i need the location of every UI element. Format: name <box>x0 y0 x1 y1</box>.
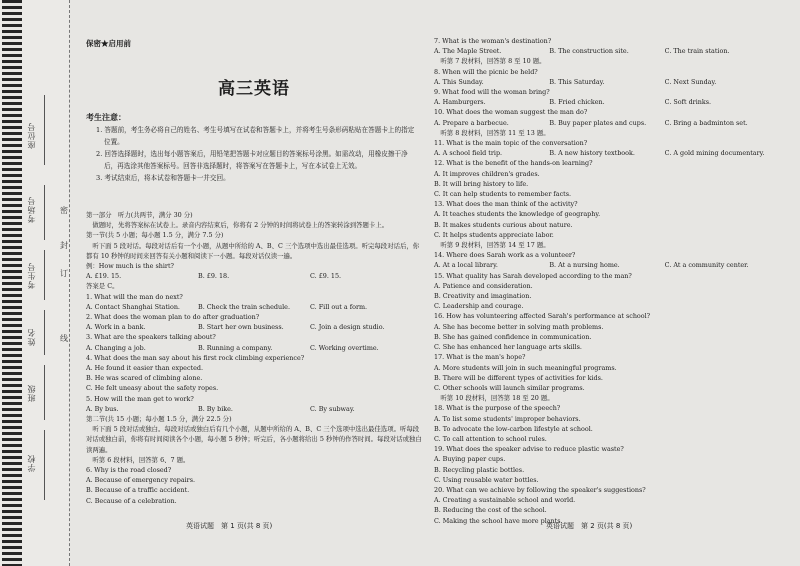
answer-option: B. She has gained confidence in communication. <box>434 332 592 341</box>
answer-option: B. Fried chicken. <box>549 98 605 107</box>
page-footer-left: 英语试题 第 1 页(共 8 页) <box>186 522 273 530</box>
answer-option: C. Because of a celebration. <box>86 496 177 505</box>
option-row <box>86 322 422 332</box>
note-item: 2. 回答选择题时，选出每小题答案后，用铅笔把答题卡对应题目的答案标号涂黑。如需改动，用橡皮擦干净后，再选涂其他答案标号。回答非选择题时，将答案写在答题卡上，写在本试卷上无效。 <box>96 150 408 170</box>
notes-heading: 考生注意： <box>86 112 126 122</box>
seal-word: 订 <box>60 269 68 278</box>
instruction-text: 听第 9 段材料，回答第 14 至 17 题。 <box>434 241 550 250</box>
seal-word: 封 <box>60 241 68 250</box>
question-stem: 1. What will the man do next? <box>86 292 183 301</box>
option-row <box>434 260 780 270</box>
question-stem: 18. What is the purpose of the speech? <box>434 404 561 413</box>
question-stem: 2. What does the woman plan to do after graduation? <box>86 313 260 322</box>
answer-option: C. Making the school have more plants. <box>434 516 563 525</box>
instruction-text: 做题时，先将答案标在试卷上。录音内容结束后，你将有 2 分钟的时间将试卷上的答案转涂到答题卡上。 <box>86 221 389 230</box>
answer-option: C. Next Sunday. <box>664 77 717 86</box>
answer-option: C. Soft drinks. <box>664 98 712 107</box>
note-item: 3. 考试结束后，将本试卷和答题卡一并交回。 <box>96 174 230 182</box>
question-stem: 7. What is the woman's destination? <box>434 37 552 45</box>
instruction-text: 听第 8 段材料，回答第 11 至 13 题。 <box>434 128 550 137</box>
answer-option: C. To call attention to school rules. <box>434 434 547 443</box>
option-row <box>434 118 780 128</box>
answer-option: A. He found it easier than expected. <box>86 364 204 373</box>
answer-option: A. To list some students' improper behaviors. <box>434 414 581 423</box>
answer-option: C. Bring a badminton set. <box>664 118 748 127</box>
question-stem: 5. How will the man get to work? <box>86 394 194 403</box>
note-item: 1. 答题前，考生务必将自己的姓名、考生号填写在试卷和答题卡上，并将考生号条形码粘贴在答题卡上的指定位置。 <box>96 126 415 146</box>
answer-option: A. Creating a sustainable school and world. <box>434 496 576 505</box>
answer-option: A. It improves children's grades. <box>434 169 540 178</box>
option-row <box>434 77 780 87</box>
answer-option: B. A new history textbook. <box>549 149 635 158</box>
instruction-text: 第一部分 听力(共两节，满分 30 分) <box>86 211 193 219</box>
field-line <box>44 185 45 240</box>
answer-option: A. Because of emergency repairs. <box>86 476 196 485</box>
notes-list <box>96 124 418 184</box>
field-line <box>44 95 45 165</box>
questions-part1 <box>86 210 422 506</box>
instruction-text: 听第 6 段材料，回答第 6、7 题。 <box>86 455 190 464</box>
answer-option: A. This Sunday. <box>434 77 484 86</box>
answer-option: C. Fill out a form. <box>310 302 368 311</box>
answer-option: C. Join a design studio. <box>310 323 385 332</box>
answer-option: B. Creativity and imagination. <box>434 292 532 301</box>
answer-option: B. At a nursing home. <box>549 261 620 270</box>
question-stem: 15. What quality has Sarah developed according to the man? <box>434 271 632 280</box>
question-stem: 8. When will the picnic be held? <box>434 67 538 76</box>
answer-option: B. It will bring history to life. <box>434 179 529 188</box>
question-stem: 9. What food will the woman bring? <box>434 88 550 97</box>
option-row <box>86 302 422 312</box>
secret-mark: 保密★启用前 <box>86 39 131 48</box>
answer-option: C. It can help students to remember facts. <box>434 190 572 199</box>
answer-option: C. £9. 15. <box>310 272 342 281</box>
question-stem: 19. What does the speaker advise to reduce plastic waste? <box>434 445 624 454</box>
question-stem: 4. What does the man say about his first rock climbing experience? <box>86 353 305 362</box>
binding-label-candidate-no: 考生号 <box>27 262 36 289</box>
question-stem: 16. How has volunteering affected Sarah's performance at school? <box>434 312 651 321</box>
answer-option: A. Changing a job. <box>86 343 146 352</box>
answer-option: A. It teaches students the knowledge of geography. <box>434 210 601 219</box>
instruction-text: 答案是 C。 <box>86 282 119 291</box>
answer-option: A. A school field trip. <box>434 149 503 158</box>
answer-option: C. It helps students appreciate labor. <box>434 230 554 239</box>
answer-option: B. Recycling plastic bottles. <box>434 465 525 474</box>
answer-option: B. To advocate the low-carbon lifestyle at school. <box>434 424 593 433</box>
instruction-text: 听第 7 段材料，回答第 8 至 10 题。 <box>434 57 546 66</box>
answer-option: C. Using reusable water bottles. <box>434 475 539 484</box>
answer-option: B. It makes students curious about nature. <box>434 220 573 229</box>
question-stem: 13. What does the man think of the activity? <box>434 200 578 209</box>
instruction-text: 听下面 5 段对话或独白。每段对话或独白后有几个小题，从题中所给的 A、B、C 三个选项中选出最佳选项。听每段对话或独白前，你将有时间阅读各个小题，每小题 5 秒钟；听完后，各小题将给出 5 秒钟的作答时间。每段对话或独白读两遍。 <box>86 425 422 454</box>
answer-option: A. The Maple Street. <box>434 47 502 56</box>
question-stem: 12. What is the benefit of the hands-on learning? <box>434 159 593 168</box>
binding-label-name: 姓名 <box>27 328 36 346</box>
binding-label-school: 学校 <box>27 454 36 472</box>
field-line <box>44 430 45 500</box>
answer-option: A. Prepare a barbecue. <box>434 118 509 127</box>
seal-line <box>69 0 70 566</box>
answer-option: B. Running a company. <box>198 343 273 352</box>
answer-option: A. Hamburgers. <box>434 98 486 107</box>
option-row <box>86 271 422 281</box>
binding-label-room: 考场号 <box>27 196 36 223</box>
question-stem: 6. Why is the road closed? <box>86 466 172 475</box>
option-row <box>434 97 780 107</box>
field-line <box>44 310 45 355</box>
field-line <box>44 365 45 420</box>
answer-option: C. She has enhanced her language arts skills. <box>434 343 582 352</box>
option-row <box>86 404 422 414</box>
instruction-text: 听下面 5 段对话。每段对话后有一个小题，从题中所给的 A、B、C 三个选项中选出最佳选项。听完每段对话后，你都有 10 秒钟的时间来回答有关小题和阅读下一小题。每段对话仅读一遍。 <box>86 241 420 260</box>
answer-option: A. More students will join in such meaningful programs. <box>434 363 617 372</box>
question-stem: 14. Where does Sarah work as a volunteer? <box>434 251 576 260</box>
column-right <box>434 0 780 566</box>
binding-stripes <box>2 0 22 566</box>
instruction-text: 第一节(共 5 小题；每小题 1.5 分，满分 7.5 分) <box>86 231 224 240</box>
question-stem: 10. What does the woman suggest the man do? <box>434 108 588 117</box>
answer-option: B. He was scared of climbing alone. <box>86 374 203 383</box>
answer-option: B. Because of a traffic accident. <box>86 486 190 495</box>
option-row <box>434 148 780 158</box>
instruction-text: 第二节(共 15 小题；每小题 1.5 分，满分 22.5 分) <box>86 415 232 424</box>
binding-label-class: 班级 <box>27 384 36 402</box>
column-left <box>86 0 422 566</box>
answer-option: A. She has become better in solving math problems. <box>434 322 604 331</box>
answer-option: A. Patience and consideration. <box>434 281 533 290</box>
question-stem: 17. What is the man's hope? <box>434 353 526 362</box>
question-stem: 11. What is the main topic of the conversation? <box>434 139 588 148</box>
seal-word: 密 <box>60 206 68 215</box>
answer-option: B. Check the train schedule. <box>198 302 290 311</box>
binding-margin <box>0 0 70 566</box>
page-title: 高三英语 <box>218 79 290 99</box>
answer-option: B. The construction site. <box>549 47 629 56</box>
answer-option: A. Contact Shanghai Station. <box>86 302 180 311</box>
question-stem: 20. What can we achieve by following the speaker's suggestions? <box>434 485 646 494</box>
instruction-text: 听第 10 段材料，回答第 18 至 20 题。 <box>434 394 554 403</box>
answer-option: B. This Saturday. <box>549 77 605 86</box>
answer-option: B. £9. 18. <box>198 272 230 281</box>
question-stem: 3. What are the speakers talking about? <box>86 333 216 342</box>
page-footer-right: 英语试题 第 2 页(共 8 页) <box>546 522 633 530</box>
answer-option: C. At a community center. <box>664 261 749 270</box>
answer-option: A. Buying paper cups. <box>434 455 506 464</box>
binding-label-seat: 座位号 <box>27 122 36 149</box>
answer-option: C. He felt uneasy about the safety ropes. <box>86 384 219 393</box>
answer-option: C. The train station. <box>664 47 730 56</box>
answer-option: A. £19. 15. <box>86 272 122 281</box>
field-line <box>44 250 45 300</box>
answer-option: B. There will be different types of activities for kids. <box>434 373 603 382</box>
answer-option: A. At a local library. <box>434 261 498 270</box>
instruction-text: 例：How much is the shirt? <box>86 262 174 271</box>
answer-option: C. Other schools will launch similar programs. <box>434 383 585 392</box>
answer-option: C. A gold mining documentary. <box>664 149 765 158</box>
questions-part2 <box>434 36 780 526</box>
answer-option: B. Start her own business. <box>198 323 284 332</box>
option-row <box>434 46 780 56</box>
answer-option: C. By subway. <box>310 404 355 413</box>
answer-option: A. Work in a bank. <box>86 323 146 332</box>
answer-option: A. By bus. <box>86 404 119 413</box>
seal-word: 线 <box>60 334 68 343</box>
answer-option: B. By bike. <box>198 404 233 413</box>
answer-option: C. Working overtime. <box>310 343 379 352</box>
answer-option: B. Buy paper plates and cups. <box>549 118 647 127</box>
answer-option: B. Reducing the cost of the school. <box>434 506 547 515</box>
answer-option: C. Leadership and courage. <box>434 302 524 311</box>
option-row <box>86 343 422 353</box>
